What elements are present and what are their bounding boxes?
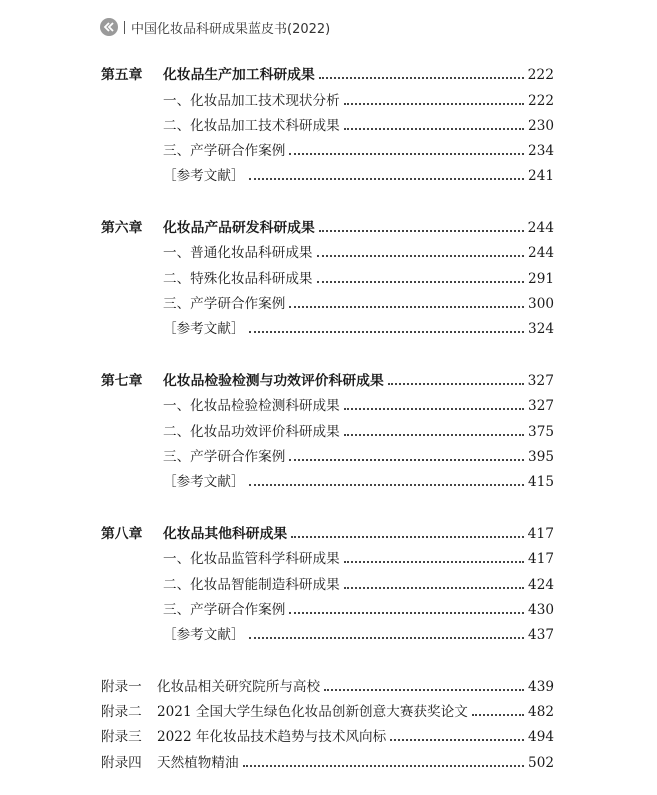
dot-leader	[249, 331, 524, 333]
page-number: 494	[528, 729, 554, 746]
page-number: 415	[528, 474, 554, 491]
dot-leader	[344, 128, 524, 130]
page-number: 222	[528, 92, 554, 109]
dot-leader	[249, 637, 524, 639]
page-number: 241	[528, 168, 554, 185]
appendix-entry-label: 附录三	[101, 729, 142, 746]
appendix-entry-title: 天然植物精油	[157, 754, 239, 771]
page-number: 439	[528, 678, 554, 695]
dot-leader	[344, 408, 524, 410]
appendix-entry-title: 2021 全国大学生绿色化妆品创新创意大赛获奖论文	[157, 704, 468, 721]
section-entry[interactable]	[101, 159, 554, 184]
section-entry[interactable]	[101, 109, 554, 134]
double-chevron-left-icon	[100, 18, 118, 36]
page-number: 234	[528, 143, 554, 160]
section-gap	[101, 337, 554, 363]
section-entry[interactable]	[101, 134, 554, 159]
section-entry[interactable]	[101, 236, 554, 261]
chapter-entry-title: 化妆品其他科研成果	[163, 525, 288, 542]
dot-leader	[344, 103, 524, 105]
appendix-entry[interactable]	[101, 745, 554, 770]
page-number: 437	[528, 627, 554, 644]
section-entry[interactable]	[101, 542, 554, 567]
dot-leader	[388, 383, 524, 385]
section-entry-title: 三、产学研合作案例	[163, 448, 286, 465]
dot-leader	[317, 281, 525, 283]
section-entry[interactable]	[101, 593, 554, 618]
section-entry-title: 二、化妆品功效评价科研成果	[163, 423, 340, 440]
dot-leader	[289, 153, 524, 155]
section-entry[interactable]	[101, 261, 554, 286]
section-entry-title: 一、化妆品监管科学科研成果	[163, 551, 340, 568]
page-number: 502	[528, 754, 554, 771]
section-entry[interactable]	[101, 465, 554, 490]
section-entry-title: ［参考文献］	[163, 321, 245, 338]
page-number: 244	[527, 220, 554, 237]
chapter-entry[interactable]	[101, 58, 554, 83]
dot-leader	[344, 561, 524, 563]
dot-leader	[317, 255, 525, 257]
chapter-entry-title: 化妆品产品研发科研成果	[163, 220, 315, 237]
section-gap	[101, 490, 554, 516]
dot-leader	[319, 230, 524, 232]
dot-leader	[324, 689, 524, 691]
page-number: 230	[528, 117, 554, 134]
running-header	[100, 16, 330, 38]
dot-leader	[344, 434, 524, 436]
header-divider	[124, 21, 125, 34]
book-title: 中国化妆品科研成果蓝皮书(2022)	[131, 21, 331, 37]
appendix-entry-label: 附录一	[101, 678, 142, 695]
page-number: 430	[528, 601, 554, 618]
page-number: 324	[528, 321, 554, 338]
page-number: 417	[527, 525, 554, 542]
section-entry-title: 一、普通化妆品科研成果	[163, 245, 313, 262]
section-entry-title: ［参考文献］	[163, 474, 245, 491]
dot-leader	[319, 77, 524, 79]
chapter-entry-label: 第八章	[101, 525, 143, 542]
dot-leader	[243, 765, 524, 767]
appendix-entry-title: 2022 年化妆品技术趋势与技术风向标	[157, 729, 387, 746]
page-number: 291	[528, 270, 554, 287]
dot-leader	[390, 739, 524, 741]
appendix-entry-label: 附录二	[101, 704, 142, 721]
section-entry-title: 二、特殊化妆品科研成果	[163, 270, 313, 287]
chapter-entry-title: 化妆品检验检测与功效评价科研成果	[163, 373, 384, 390]
chapter-entry-label: 第五章	[101, 67, 143, 84]
section-entry-title: 一、化妆品检验检测科研成果	[163, 398, 340, 415]
chapter-entry-label: 第七章	[101, 373, 143, 390]
section-entry-title: 二、化妆品加工技术科研成果	[163, 117, 340, 134]
page-number: 222	[527, 67, 554, 84]
appendix-entry[interactable]	[101, 720, 554, 745]
section-entry[interactable]	[101, 440, 554, 465]
section-entry-title: 三、产学研合作案例	[163, 143, 286, 160]
chapter-entry-label: 第六章	[101, 220, 143, 237]
section-entry[interactable]	[101, 287, 554, 312]
page-number: 417	[528, 551, 554, 568]
dot-leader	[291, 536, 523, 538]
dot-leader	[289, 306, 524, 308]
dot-leader	[249, 484, 524, 486]
section-entry-title: 二、化妆品智能制造科研成果	[163, 576, 340, 593]
section-entry[interactable]	[101, 414, 554, 439]
section-entry-title: ［参考文献］	[163, 627, 245, 644]
chapter-entry[interactable]	[101, 211, 554, 236]
dot-leader	[249, 178, 524, 180]
section-entry[interactable]	[101, 312, 554, 337]
page-number: 482	[528, 704, 554, 721]
appendix-entry-title: 化妆品相关研究院所与高校	[157, 678, 321, 695]
appendix-entry[interactable]	[101, 670, 554, 695]
dot-leader	[472, 714, 524, 716]
chapter-entry-title: 化妆品生产加工科研成果	[163, 67, 315, 84]
page-number: 395	[528, 448, 554, 465]
section-entry[interactable]	[101, 389, 554, 414]
page-number: 300	[528, 296, 554, 313]
appendix-entry[interactable]	[101, 695, 554, 720]
appendix-entry-label: 附录四	[101, 754, 142, 771]
dot-leader	[344, 587, 524, 589]
section-entry-title: ［参考文献］	[163, 168, 245, 185]
section-entry[interactable]	[101, 618, 554, 643]
page-number: 327	[527, 373, 554, 390]
section-entry-title: 三、产学研合作案例	[163, 296, 286, 313]
table-of-contents	[101, 58, 554, 771]
dot-leader	[289, 459, 524, 461]
chapter-entry[interactable]	[101, 364, 554, 389]
page-number: 424	[528, 576, 554, 593]
chapter-entry[interactable]	[101, 517, 554, 542]
page-number: 327	[528, 398, 554, 415]
section-entry-title: 三、产学研合作案例	[163, 601, 286, 618]
dot-leader	[289, 612, 524, 614]
page-number: 375	[528, 423, 554, 440]
section-gap	[101, 643, 554, 669]
page-number: 244	[528, 245, 554, 262]
section-entry[interactable]	[101, 567, 554, 592]
section-entry-title: 一、化妆品加工技术现状分析	[163, 92, 340, 109]
section-gap	[101, 184, 554, 210]
section-entry[interactable]	[101, 83, 554, 108]
